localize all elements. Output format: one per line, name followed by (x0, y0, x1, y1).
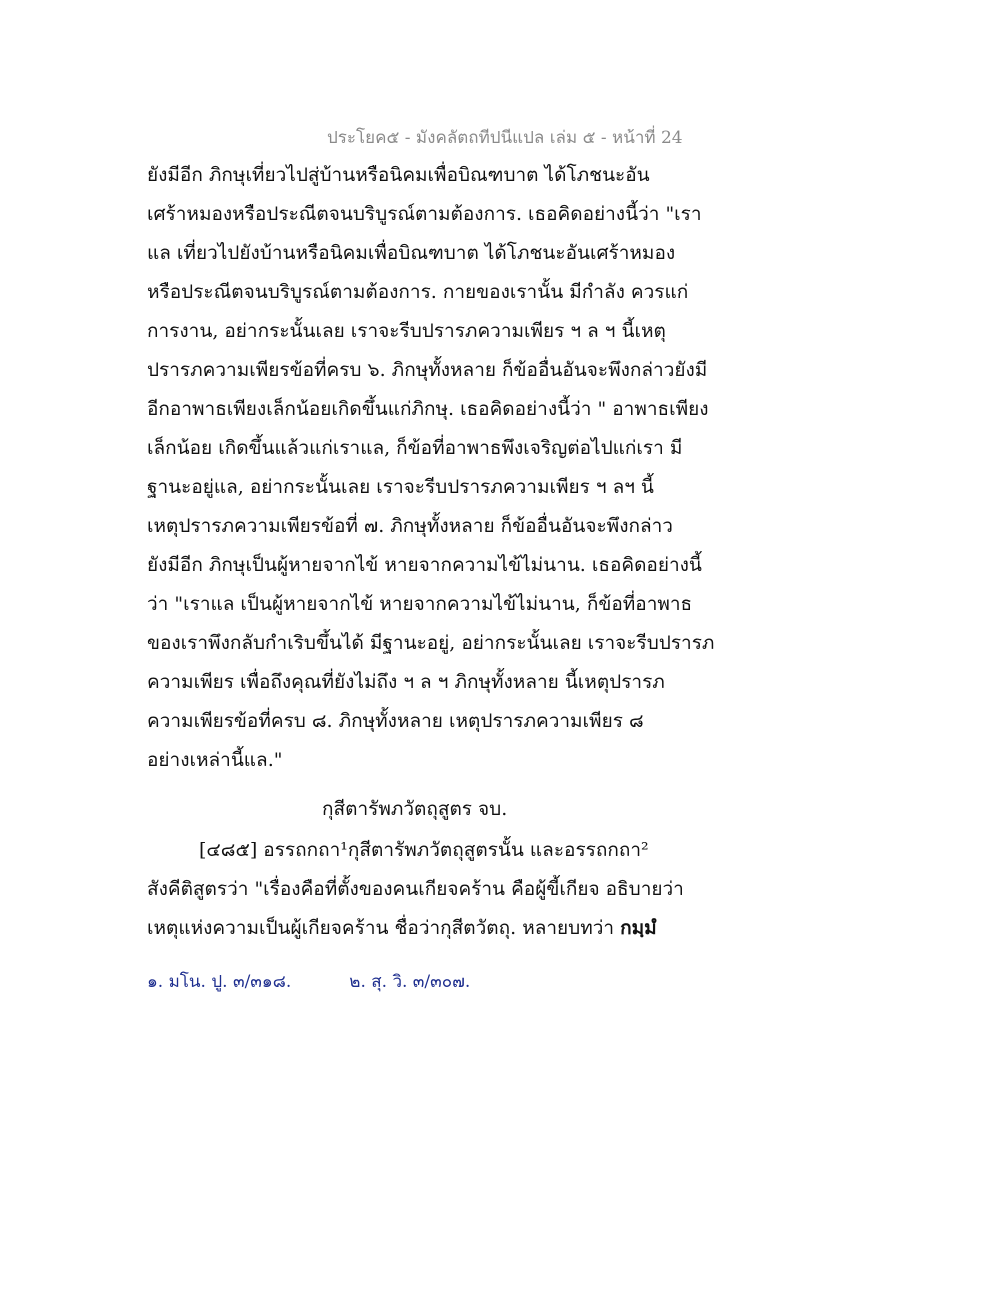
body-line: ว่า "เราแล เป็นผู้หายจากไข้ หายจากความไข้ไม่นาน, ก็ข้อที่อาพาธ (147, 593, 693, 615)
running-head: ประโยค๕ - มังคลัตถทีปนีแปล เล่ม ๕ - หน้าที่ 24 (327, 128, 683, 148)
footnote-1: ๑. มโน. ปู. ๓/๓๑๘. (147, 972, 292, 992)
body-line: เล็กน้อย เกิดขึ้นแล้วแก่เราแล, ก็ข้อที่อาพาธพึงเจริญต่อไปแก่เรา มี (147, 437, 683, 459)
body-line: ความเพียรข้อที่ครบ ๘. ภิกษุทั้งหลาย เหตุปรารภความเพียร ๘ (147, 710, 644, 732)
bold-term: กมฺมํ (620, 917, 657, 939)
body-line: หรือประณีตจนบริบูรณ์ตามต้องการ. กายของเรานั้น มีกำลัง ควรแก่ (147, 281, 689, 303)
body-line: อย่างเหล่านี้แล." (147, 749, 283, 771)
commentary-line: สังคีติสูตรว่า "เรื่องคือที่ตั้งของคนเกียจคร้าน คือผู้ขี้เกียจ อธิบายว่า (147, 878, 684, 900)
commentary-line (147, 909, 727, 948)
sutta-end-heading: กุสีตารัพภวัตถุสูตร จบ. (322, 798, 508, 820)
body-line: แล เที่ยวไปยังบ้านหรือนิคมเพื่อบิณฑบาต ได้โภชนะอันเศร้าหมอง (147, 242, 676, 264)
commentary-line-text: เหตุแห่งความเป็นผู้เกียจคร้าน ชื่อว่ากุสีตวัตถุ. หลายบทว่า (147, 917, 621, 939)
footnotes (147, 967, 470, 997)
footnote-2: ๒. สุ. วิ. ๓/๓๐๗. (349, 972, 471, 992)
body-line: ความเพียร เพื่อถึงคุณที่ยังไม่ถึง ฯ ล ฯ ภิกษุทั้งหลาย นี้เหตุปรารภ (147, 671, 665, 693)
body-line: ยังมีอีก ภิกษุเที่ยวไปสู่บ้านหรือนิคมเพื่อบิณฑบาต ได้โภชนะอัน (147, 164, 650, 186)
body-line: ของเราพึงกลับกำเริบขึ้นได้ มีฐานะอยู่, อย่ากระนั้นเลย เราจะรีบปรารภ (147, 632, 715, 654)
body-line: ยังมีอีก ภิกษุเป็นผู้หายจากไข้ หายจากความไข้ไม่นาน. เธอคิดอย่างนี้ (147, 554, 702, 576)
body-line: ฐานะอยู่แล, อย่ากระนั้นเลย เราจะรีบปรารภความเพียร ฯ ลฯ นี้ (147, 476, 654, 498)
body-line: อีกอาพาธเพียงเล็กน้อยเกิดขึ้นแก่ภิกษุ. เธอคิดอย่างนี้ว่า " อาพาธเพียง (147, 398, 709, 420)
body-line: เหตุปรารภความเพียรข้อที่ ๗. ภิกษุทั้งหลาย ก็ข้ออื่นอันจะพึงกล่าว (147, 515, 673, 537)
body-paragraph (147, 156, 727, 780)
commentary-paragraph (147, 831, 727, 948)
body-line: เศร้าหมองหรือประณีตจนบริบูรณ์ตามต้องการ. เธอคิดอย่างนี้ว่า "เรา (147, 203, 702, 225)
body-line: ปรารภความเพียรข้อที่ครบ ๖. ภิกษุทั้งหลาย ก็ข้ออื่นอันจะพึงกล่าวยังมี (147, 359, 708, 381)
commentary-line: [๔๘๕] อรรถกถา¹กุสีตารัพภวัตถุสูตรนั้น และอรรถกถา² (199, 839, 649, 861)
body-line: การงาน, อย่ากระนั้นเลย เราจะรีบปรารภความเพียร ฯ ล ฯ นี้เหตุ (147, 320, 666, 342)
